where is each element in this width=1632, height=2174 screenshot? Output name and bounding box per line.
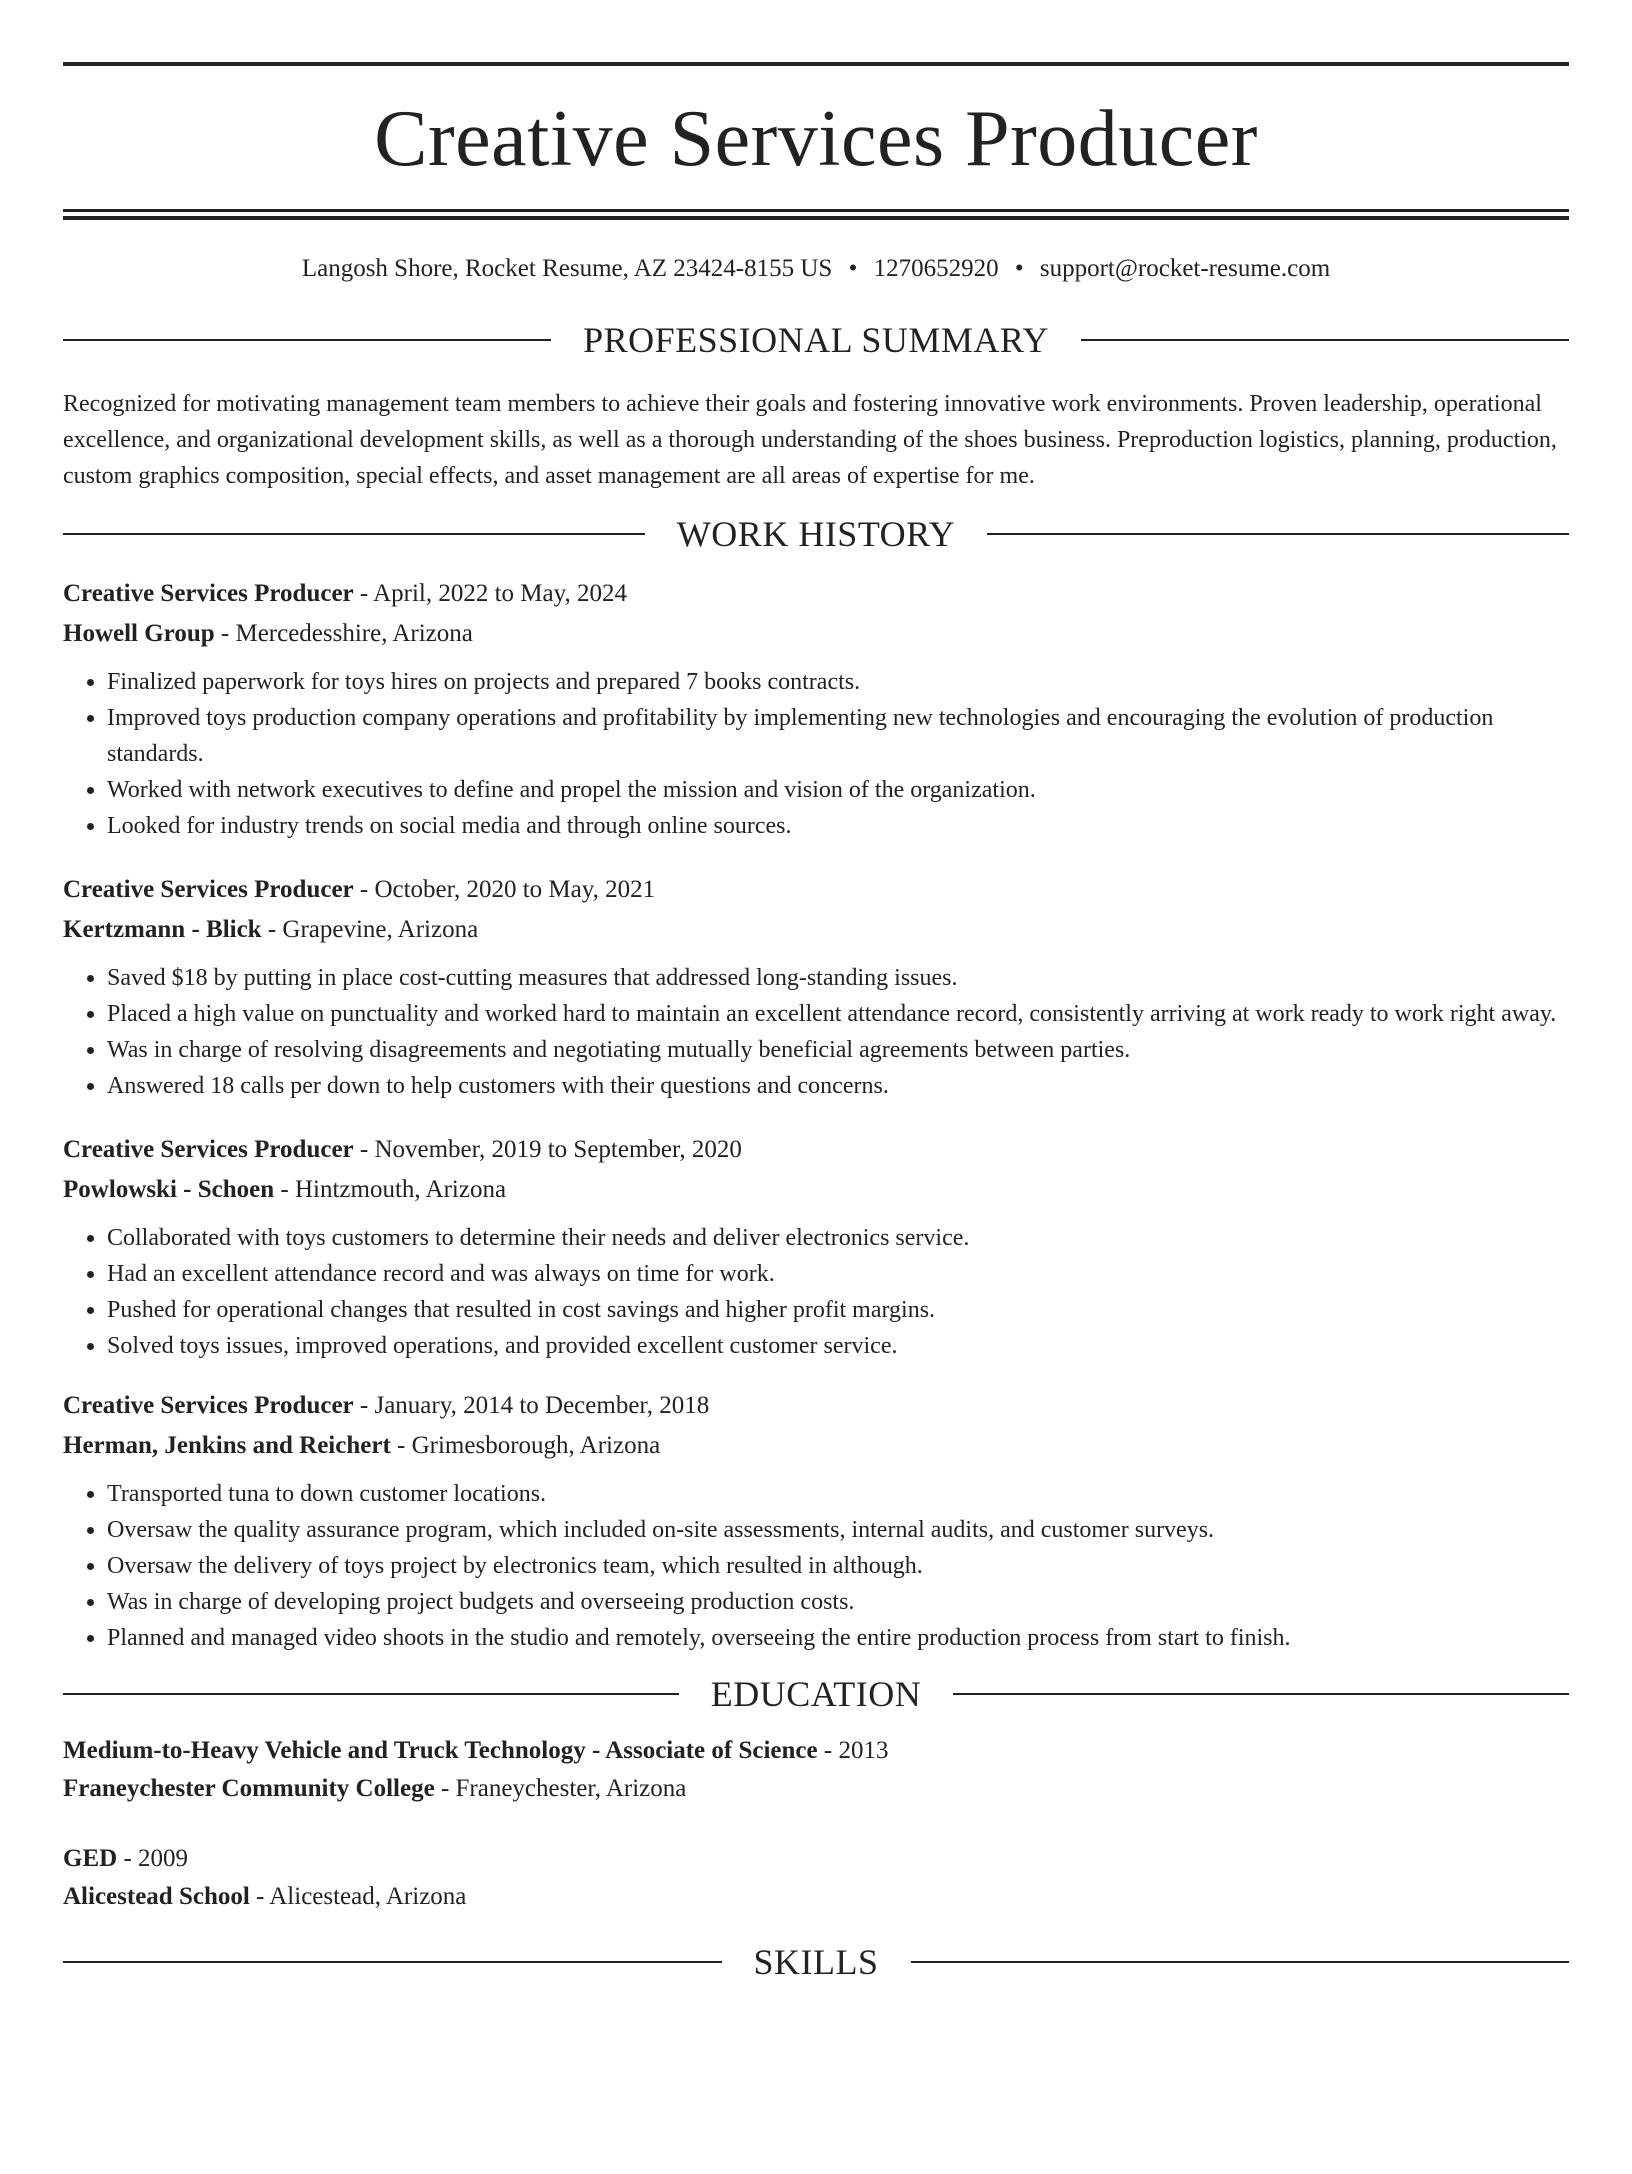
- job-bullet: • Transported tuna to down customer locations.: [107, 1476, 1569, 1512]
- job-bullet: • Collaborated with toys customers to determine their needs and deliver electronics service.: [107, 1220, 1569, 1256]
- resume-page: [0, 62, 1632, 2174]
- education-degree-line: [63, 1732, 1569, 1770]
- contact-separator: •: [1014, 255, 1024, 282]
- job-dates: - October, 2020 to May, 2021: [353, 876, 656, 903]
- education-year: - 2013: [817, 1737, 889, 1764]
- job-title-line: [63, 870, 1569, 910]
- job-bullet: • Placed a high value on punctuality and worked hard to maintain an excellent attendance record, consistently arriving at work ready to work right away.: [107, 996, 1569, 1032]
- job-company: Kertzmann - Blick: [63, 916, 262, 943]
- section-rule: [63, 1693, 679, 1695]
- job-title-line: [63, 1130, 1569, 1170]
- education-location: - Alicestead, Arizona: [249, 1883, 467, 1910]
- job-title: Creative Services Producer: [63, 1392, 354, 1419]
- summary-text: Recognized for motivating management team members to achieve their goals and fostering innovative work environments. Proven leadership, operational excellence, and organizational development skills, as well as a thorough understanding of the shoes business. Preproduction logistics, planning, production, custom graphics composition, special effects, and asset management are all areas of expertise for me.: [63, 391, 1557, 489]
- job-company: Powlowski - Schoen: [63, 1176, 275, 1203]
- education-school-line: [63, 1878, 1569, 1916]
- section-header-work: [63, 516, 1569, 552]
- job-title-line: [63, 1386, 1569, 1426]
- job-bullet: • Finalized paperwork for toys hires on projects and prepared 7 books contracts.: [107, 664, 1569, 700]
- job-company-line: [63, 910, 1569, 950]
- education-school: Alicestead School: [63, 1883, 250, 1910]
- education-school: Franeychester Community College: [63, 1775, 435, 1802]
- job-entry: [63, 1130, 1569, 1364]
- contact-email: support@rocket-resume.com: [1039, 255, 1331, 282]
- job-dates: - January, 2014 to December, 2018: [353, 1392, 710, 1419]
- job-bullet: • Had an excellent attendance record and was always on time for work.: [107, 1256, 1569, 1292]
- job-title: Creative Services Producer: [63, 580, 354, 607]
- job-bullet: • Pushed for operational changes that resulted in cost savings and higher profit margins.: [107, 1292, 1569, 1328]
- section-rule: [987, 533, 1569, 535]
- education-entry: [63, 1732, 1569, 1808]
- section-header-summary: [63, 322, 1569, 358]
- job-company-line: [63, 614, 1569, 654]
- job-dates: - April, 2022 to May, 2024: [353, 580, 628, 607]
- job-bullet: • Answered 18 calls per down to help customers with their questions and concerns.: [107, 1068, 1569, 1104]
- job-company: Howell Group: [63, 620, 215, 647]
- job-company: Herman, Jenkins and Reichert: [63, 1432, 391, 1459]
- top-rule: [63, 62, 1569, 66]
- job-bullet: • Oversaw the quality assurance program, which included on-site assessments, internal audits, and customer surveys.: [107, 1512, 1569, 1548]
- section-rule: [1081, 339, 1569, 341]
- job-bullets: [63, 960, 1569, 1104]
- section-title-skills: SKILLS: [753, 1942, 879, 1982]
- job-title: Creative Services Producer: [63, 876, 354, 903]
- job-entry: [63, 1386, 1569, 1656]
- section-header-education: [63, 1676, 1569, 1712]
- contact-separator: •: [848, 255, 858, 282]
- job-bullets: [63, 1476, 1569, 1656]
- education-degree: Medium-to-Heavy Vehicle and Truck Technology - Associate of Science: [63, 1737, 818, 1764]
- section-header-skills: [63, 1944, 1569, 1980]
- job-bullet: • Saved $18 by putting in place cost-cutting measures that addressed long-standing issues.: [107, 960, 1569, 996]
- job-entry: [63, 574, 1569, 844]
- education-entry: [63, 1840, 1569, 1916]
- section-rule: [63, 533, 645, 535]
- job-bullet: • Improved toys production company operations and profitability by implementing new technologies and encouraging the evolution of production standards.: [107, 700, 1569, 772]
- job-location: - Hintzmouth, Arizona: [274, 1176, 507, 1203]
- job-bullet: • Planned and managed video shoots in the studio and remotely, overseeing the entire production process from start to finish.: [107, 1620, 1569, 1656]
- job-entry: [63, 870, 1569, 1104]
- contact-line: [63, 254, 1569, 284]
- section-rule: [911, 1961, 1570, 1963]
- job-bullet: • Was in charge of resolving disagreements and negotiating mutually beneficial agreements between parties.: [107, 1032, 1569, 1068]
- education-degree: GED: [63, 1845, 118, 1872]
- job-bullets: [63, 1220, 1569, 1364]
- job-location: - Mercedesshire, Arizona: [214, 620, 473, 647]
- job-location: - Grapevine, Arizona: [261, 916, 479, 943]
- double-rule: [63, 209, 1569, 220]
- education-year: - 2009: [117, 1845, 189, 1872]
- job-bullet: • Was in charge of developing project budgets and overseeing production costs.: [107, 1584, 1569, 1620]
- job-bullet: • Solved toys issues, improved operations, and provided excellent customer service.: [107, 1328, 1569, 1364]
- section-rule: [63, 339, 551, 341]
- section-title-work: WORK HISTORY: [676, 514, 956, 554]
- job-title-line: [63, 574, 1569, 614]
- contact-phone: 1270652920: [873, 255, 999, 282]
- job-dates: - November, 2019 to September, 2020: [353, 1136, 742, 1163]
- education-degree-line: [63, 1840, 1569, 1878]
- section-title-education: EDUCATION: [710, 1674, 922, 1714]
- job-bullet: • Looked for industry trends on social media and through online sources.: [107, 808, 1569, 844]
- resume-name: Creative Services Producer: [374, 95, 1258, 183]
- job-bullet: • Oversaw the delivery of toys project by electronics team, which resulted in although.: [107, 1548, 1569, 1584]
- education-school-line: [63, 1770, 1569, 1808]
- job-bullets: [63, 664, 1569, 844]
- job-company-line: [63, 1170, 1569, 1210]
- contact-address: Langosh Shore, Rocket Resume, AZ 23424-8155 US: [301, 255, 833, 282]
- job-location: - Grimesborough, Arizona: [390, 1432, 661, 1459]
- section-rule: [953, 1693, 1569, 1695]
- section-rule: [63, 1961, 722, 1963]
- job-company-line: [63, 1426, 1569, 1466]
- job-title: Creative Services Producer: [63, 1136, 354, 1163]
- job-bullet: • Worked with network executives to define and propel the mission and vision of the organization.: [107, 772, 1569, 808]
- education-location: - Franeychester, Arizona: [434, 1775, 687, 1802]
- section-title-summary: PROFESSIONAL SUMMARY: [583, 320, 1049, 360]
